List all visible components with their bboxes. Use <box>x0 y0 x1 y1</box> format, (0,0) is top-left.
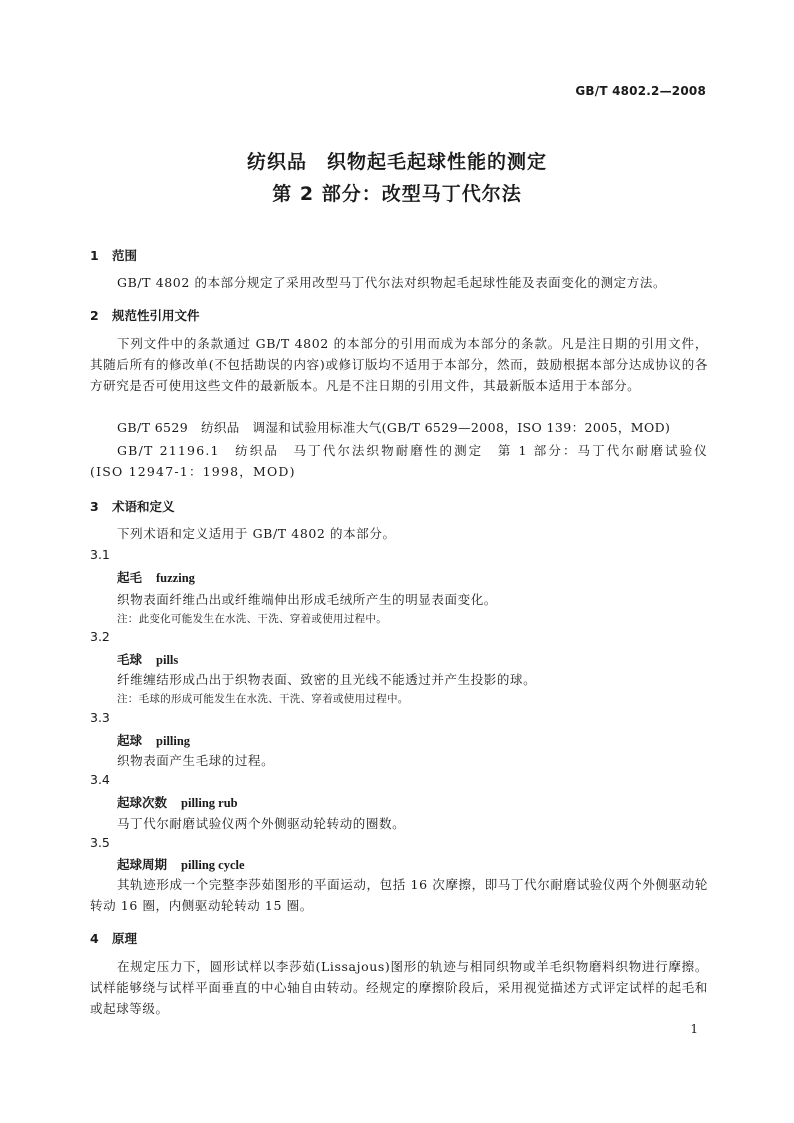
section-1-heading <box>90 246 137 264</box>
term-note: 注：毛球的形成可能发生在水洗、干洗、穿着或使用过程中。 <box>117 693 409 705</box>
standard-number: GB/T 4802.2—2008 <box>575 84 706 98</box>
section-title: 规范性引用文件 <box>112 308 200 323</box>
section-number: 1 <box>90 248 99 263</box>
term-number: 3.3 <box>90 710 110 725</box>
section-title: 术语和定义 <box>112 499 175 514</box>
term-number: 3.5 <box>90 835 110 850</box>
term-note: 注：此变化可能发生在水洗、干洗、穿着或使用过程中。 <box>117 613 387 625</box>
section-title: 范围 <box>112 248 138 263</box>
term-name-zh: 起球 <box>117 733 143 748</box>
term-definition: 纤维缠结形成凸出于织物表面、致密的且光线不能透过并产生投影的球。 <box>117 672 537 687</box>
normative-reference: GB/T 6529 纺织品 调湿和试验用标准大气(GB/T 6529—2008，ISO 139：2005，MOD) <box>117 420 671 435</box>
term-name <box>117 793 238 811</box>
section-number: 3 <box>90 499 99 514</box>
term-number: 3.4 <box>90 772 110 787</box>
term-name-en: fuzzing <box>156 571 195 585</box>
section-title: 原理 <box>112 931 138 946</box>
term-name-zh: 起毛 <box>117 570 143 585</box>
section-3-paragraph: 下列术语和定义适用于 GB/T 4802 的本部分。 <box>117 526 396 541</box>
term-name <box>117 568 195 586</box>
term-name <box>117 731 190 749</box>
term-name-zh: 起球次数 <box>117 795 168 810</box>
section-number: 4 <box>90 931 99 946</box>
document-title <box>0 146 794 210</box>
section-3-heading <box>90 497 175 515</box>
term-definition: 织物表面纤维凸出或纤维端伸出形成毛绒所产生的明显表面变化。 <box>117 592 497 607</box>
section-2-heading <box>90 306 200 324</box>
section-4-paragraph: 在规定压力下，圆形试样以李莎茹(Lissajous)图形的轨迹与相同织物或羊毛织物磨料织物进行摩擦。试样能够绕与试样平面垂直的中心轴自由转动。经规定的摩擦阶段后，采用视觉描述方式评定试样的起毛和或起球等级。 <box>90 959 708 1016</box>
term-definition: 其轨迹形成一个完整李莎茹图形的平面运动，包括 16 次摩擦，即马丁代尔耐磨试验仪两个外侧驱动轮转动 16 圈，内侧驱动轮转动 15 圈。 <box>90 877 708 913</box>
title-line-1: 纺织品 织物起毛起球性能的测定 <box>246 151 547 173</box>
section-number: 2 <box>90 308 99 323</box>
term-name <box>117 650 178 668</box>
term-name-en: pilling <box>156 734 191 748</box>
title-line-2: 第 2 部分：改型马丁代尔法 <box>272 183 522 205</box>
normative-reference: GB/T 21196.1 纺织品 马丁代尔法织物耐磨性的测定 第 1 部分：马丁代尔耐磨试验仪(ISO 12947-1：1998，MOD) <box>90 443 708 479</box>
term-name-en: pilling rub <box>181 796 238 810</box>
term-number: 3.2 <box>90 629 110 644</box>
term-number: 3.1 <box>90 547 110 562</box>
term-definition: 织物表面产生毛球的过程。 <box>117 753 275 768</box>
term-name-zh: 毛球 <box>117 652 143 667</box>
page-number: 1 <box>690 1022 698 1036</box>
section-4-heading <box>90 929 137 947</box>
term-name-en: pills <box>156 653 179 667</box>
term-name <box>117 855 245 873</box>
term-name-en: pilling cycle <box>181 858 245 872</box>
term-definition: 马丁代尔耐磨试验仪两个外侧驱动轮转动的圈数。 <box>117 816 406 831</box>
section-1-paragraph: GB/T 4802 的本部分规定了采用改型马丁代尔法对织物起毛起球性能及表面变化的测定方法。 <box>117 275 667 290</box>
section-2-paragraph: 下列文件中的条款通过 GB/T 4802 的本部分的引用而成为本部分的条款。凡是注日期的引用文件，其随后所有的修改单(不包括勘误的内容)或修订版均不适用于本部分，然而，鼓励根据本部分达成协议的各方研究是否可使用这些文件的最新版本。凡是不注日期的引用文件，其最新版本适用于本部分。 <box>90 336 708 393</box>
term-name-zh: 起球周期 <box>117 857 168 872</box>
